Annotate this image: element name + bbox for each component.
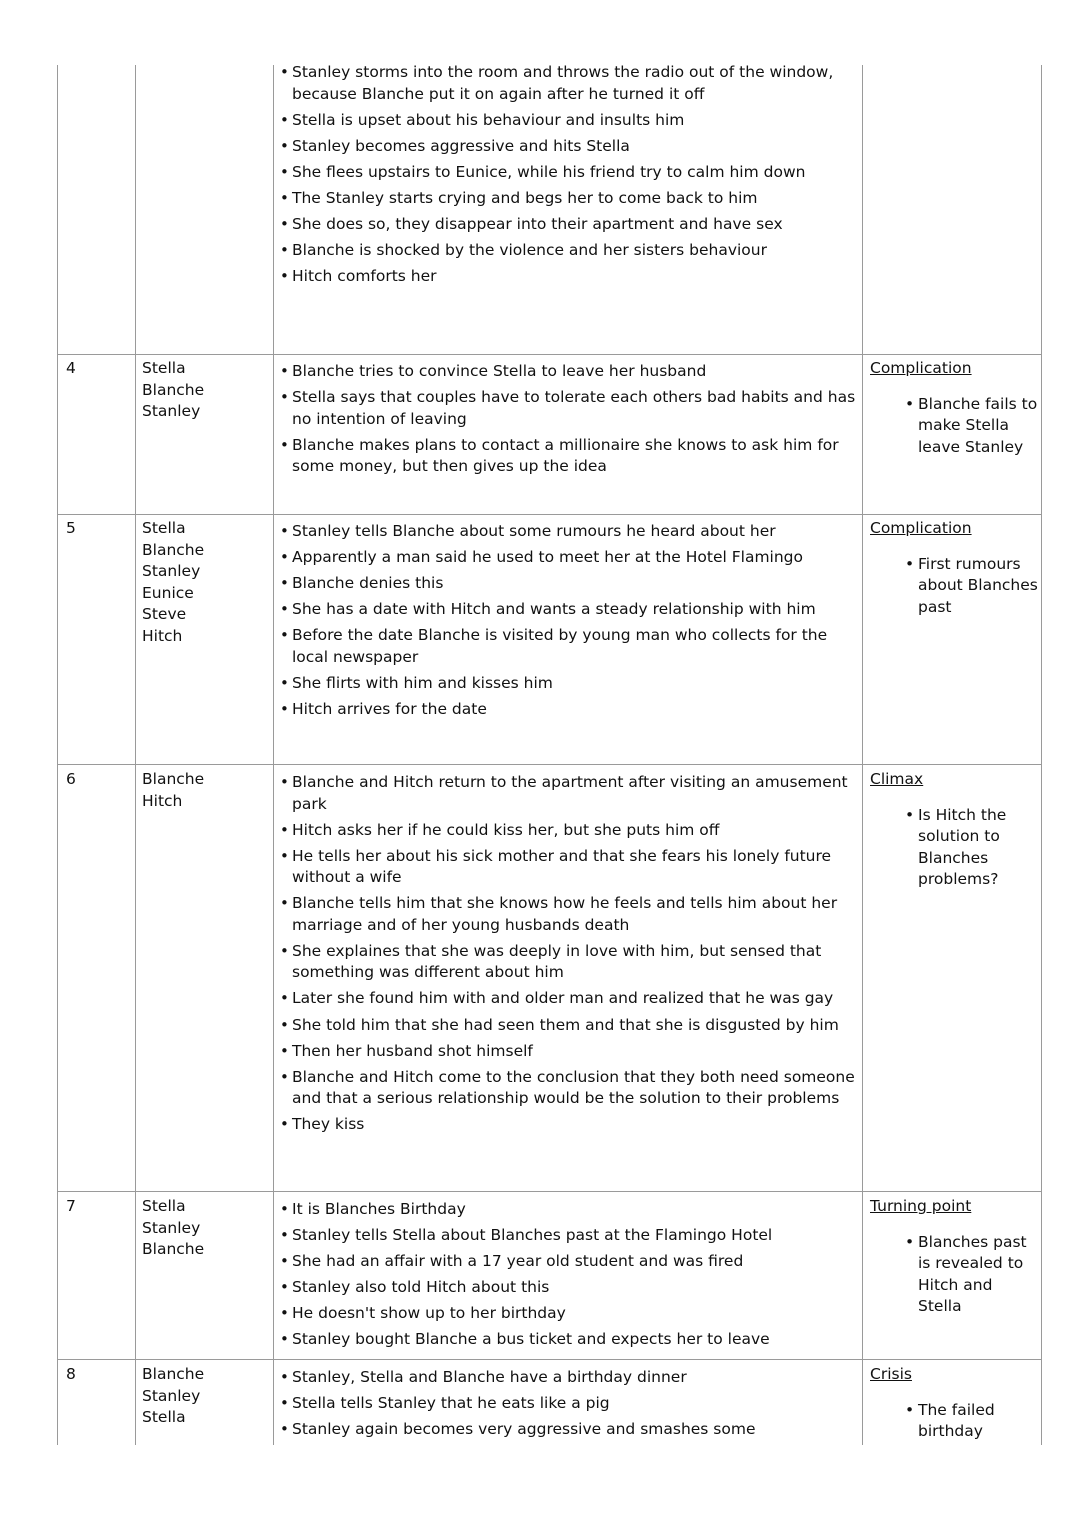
notes-list xyxy=(870,394,1040,459)
event-item: • She has a date with Hitch and wants a steady relationship with him xyxy=(280,599,858,621)
event-item: • Stanley storms into the room and throws the radio out of the window, because Blanche put it on again after he turned it off xyxy=(280,62,858,105)
event-item: • She flees upstairs to Eunice, while his friend try to calm him down xyxy=(280,162,858,184)
event-item: • Blanche and Hitch return to the apartment after visiting an amusement park xyxy=(280,772,858,815)
character-name: Blanche xyxy=(142,770,205,788)
character-name: Stanley xyxy=(142,1218,201,1237)
events-list xyxy=(280,1367,858,1441)
character-name: Stanley xyxy=(142,1386,201,1405)
event-item: • Blanche denies this xyxy=(280,573,858,595)
scene-number: 6 xyxy=(66,770,76,788)
character-name: Hitch xyxy=(142,626,183,645)
character-name: Stanley xyxy=(142,562,201,580)
scene-number: 7 xyxy=(66,1197,76,1215)
notes-list xyxy=(870,1400,1040,1443)
characters-cell xyxy=(142,769,270,812)
events-cell xyxy=(280,521,858,725)
events-list xyxy=(280,521,858,721)
character-name: Eunice xyxy=(142,583,194,602)
structure-cell xyxy=(870,1196,1040,1318)
character-name: Blanche xyxy=(142,540,205,559)
event-item: • She had an affair with a 17 year old student and was fired xyxy=(280,1251,858,1273)
event-item: • She explaines that she was deeply in love with him, but sensed that something was different about him xyxy=(280,941,858,984)
event-item: • Hitch arrives for the date xyxy=(280,699,858,721)
stage-label: Complication xyxy=(870,519,972,537)
event-item: • Blanche makes plans to contact a millionaire she knows to ask him for some money, but then gives up the idea xyxy=(280,435,858,478)
event-item: • Stella is upset about his behaviour and insults him xyxy=(280,110,858,132)
events-cell xyxy=(280,772,858,1140)
row-divider xyxy=(57,764,1042,765)
note-item: • Is Hitch the solution to Blanches problems? xyxy=(918,805,1040,891)
event-item: • The Stanley starts crying and begs her to come back to him xyxy=(280,188,858,210)
event-item: • Stella says that couples have to tolerate each others bad habits and has no intention of leaving xyxy=(280,387,858,430)
structure-cell xyxy=(870,1364,1040,1445)
event-item: • Stanley becomes aggressive and hits Stella xyxy=(280,136,858,158)
event-item: • Blanche tells him that she knows how he feels and tells him about her marriage and of her young husbands death xyxy=(280,893,858,936)
character-name: Stanley xyxy=(142,402,201,420)
event-item: • She does so, they disappear into their apartment and have sex xyxy=(280,214,858,236)
table-divider-scene xyxy=(135,65,136,1445)
note-item: • Blanches past is revealed to Hitch and Stella xyxy=(918,1232,1040,1318)
events-cell xyxy=(280,1199,858,1356)
scene-number: 8 xyxy=(66,1365,76,1383)
character-name: Stella xyxy=(142,1197,186,1215)
character-name: Hitch xyxy=(142,791,183,810)
scene-number: 5 xyxy=(66,519,76,537)
table-divider-characters xyxy=(273,65,274,1445)
event-item: • He doesn't show up to her birthday xyxy=(280,1303,858,1325)
stage-label: Climax xyxy=(870,770,924,788)
notes-list xyxy=(870,805,1040,891)
row-divider xyxy=(57,1191,1042,1192)
event-item: • Hitch comforts her xyxy=(280,266,858,288)
notes-list xyxy=(870,554,1040,619)
event-item: • Hitch asks her if he could kiss her, but she puts him off xyxy=(280,820,858,842)
stage-label: Complication xyxy=(870,359,972,377)
structure-cell xyxy=(870,518,1040,618)
event-item: • She flirts with him and kisses him xyxy=(280,673,858,695)
event-item: • Stanley tells Stella about Blanches past at the Flamingo Hotel xyxy=(280,1225,858,1247)
events-list xyxy=(280,1199,858,1351)
stage-label: Crisis xyxy=(870,1365,912,1383)
structure-cell xyxy=(870,769,1040,891)
note-item: • Blanche fails to make Stella leave Stanley xyxy=(918,394,1040,459)
event-item: • Stanley also told Hitch about this xyxy=(280,1277,858,1299)
row-divider xyxy=(57,1359,1042,1360)
event-item: • Then her husband shot himself xyxy=(280,1041,858,1063)
character-name: Blanche xyxy=(142,1365,205,1383)
event-item: • She told him that she had seen them and that she is disgusted by him xyxy=(280,1015,858,1037)
row-divider xyxy=(57,354,1042,355)
event-item: • Blanche tries to convince Stella to leave her husband xyxy=(280,361,858,383)
event-item: • Stanley bought Blanche a bus ticket and expects her to leave xyxy=(280,1329,858,1351)
table-border-left xyxy=(57,65,58,1445)
characters-cell xyxy=(142,358,270,423)
character-name: Stella xyxy=(142,359,186,377)
characters-cell xyxy=(142,1364,270,1429)
note-item: • First rumours about Blanches past xyxy=(918,554,1040,619)
event-item: • Stanley, Stella and Blanche have a birthday dinner xyxy=(280,1367,858,1389)
events-cell xyxy=(280,62,858,292)
event-item: • Stella tells Stanley that he eats like a pig xyxy=(280,1393,858,1415)
event-item: • Stanley again becomes very aggressive and smashes some xyxy=(280,1419,858,1441)
structure-cell xyxy=(870,358,1040,458)
events-cell xyxy=(280,361,858,482)
row-divider xyxy=(57,514,1042,515)
event-item: • They kiss xyxy=(280,1114,858,1136)
event-item: • Apparently a man said he used to meet her at the Hotel Flamingo xyxy=(280,547,858,569)
character-name: Stella xyxy=(142,1408,186,1426)
event-item: • He tells her about his sick mother and that she fears his lonely future without a wife xyxy=(280,846,858,889)
table-divider-events xyxy=(862,65,863,1445)
notes-list xyxy=(870,1232,1040,1318)
characters-cell xyxy=(142,1196,270,1261)
characters-cell xyxy=(142,518,270,647)
event-item: • It is Blanches Birthday xyxy=(280,1199,858,1221)
events-cell xyxy=(280,1367,858,1445)
character-name: Blanche xyxy=(142,1240,205,1258)
event-item: • Stanley tells Blanche about some rumours he heard about her xyxy=(280,521,858,543)
table-border-right xyxy=(1041,65,1042,1445)
scene-number: 4 xyxy=(66,359,76,377)
events-list xyxy=(280,772,858,1136)
character-name: Blanche xyxy=(142,380,205,399)
event-item: • Blanche is shocked by the violence and her sisters behaviour xyxy=(280,240,858,262)
event-item: • Blanche and Hitch come to the conclusion that they both need someone and that a serious relationship would be the solution to their problems xyxy=(280,1067,858,1110)
event-item: • Later she found him with and older man and realized that he was gay xyxy=(280,988,858,1010)
character-name: Steve xyxy=(142,605,187,623)
events-list xyxy=(280,361,858,478)
event-item: • Before the date Blanche is visited by young man who collects for the local newspaper xyxy=(280,625,858,668)
events-list xyxy=(280,62,858,288)
character-name: Stella xyxy=(142,519,186,537)
note-item: • The failed birthday xyxy=(918,1400,1040,1443)
stage-label: Turning point xyxy=(870,1197,972,1215)
